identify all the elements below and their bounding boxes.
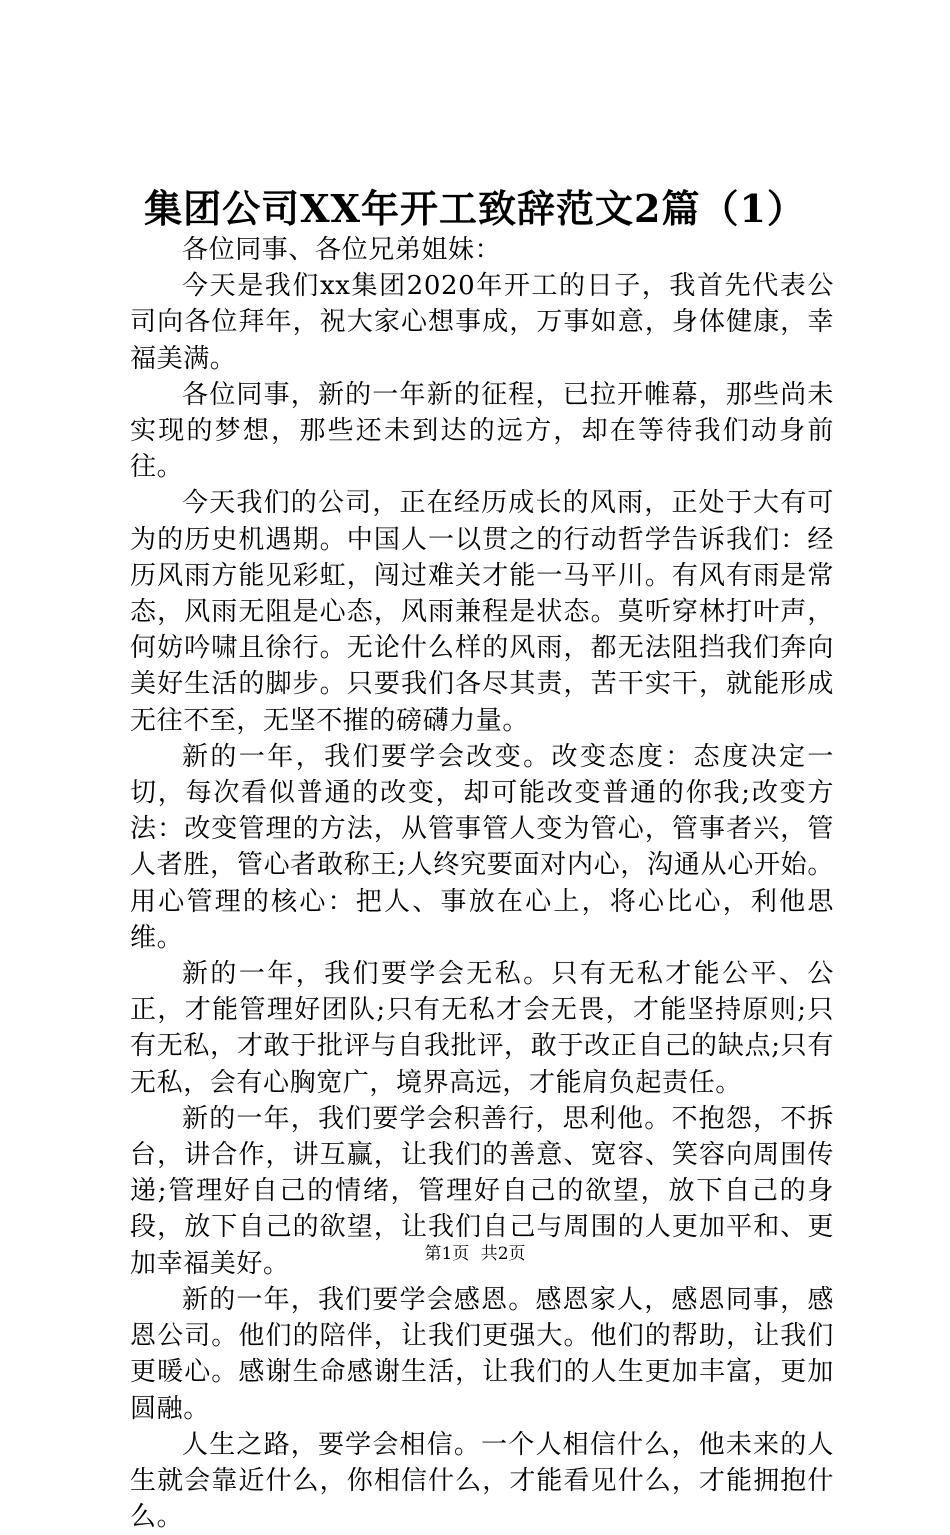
- paragraph: 新的一年，我们要学会无私。只有无私才能公平、公正，才能管理好团队;只有无私才会无畏，才能坚持原则;只有无私，才敢于批评与自我批评，敢于改正自己的缺点;只有无私，会有心胸宽广，境界高远，才能肩负起责任。: [130, 959, 834, 1098]
- paragraph: 人生之路，要学会相信。一个人相信什么，他未来的人生就会靠近什么，你相信什么，才能看见什么，才能拥抱什么。: [130, 1429, 834, 1533]
- document-body: [130, 232, 834, 1535]
- paragraph-greeting: 各位同事、各位兄弟姐妹：: [182, 235, 502, 265]
- paragraph: 新的一年，我们要学会感恩。感恩家人，感恩同事，感恩公司。他们的陪伴，让我们更强大。他们的帮助，让我们更暖心。感谢生命感谢生活，让我们的人生更加丰富，更加圆融。: [130, 1284, 834, 1424]
- page-number: 第1页: [424, 1244, 470, 1264]
- paragraph: 新的一年，我们要学会改变。改变态度：态度决定一切，每次看似普通的改变，却可能改变普通的你我;改变方法：改变管理的方法，从管事管人变为管心，管事者兴，管人者胜，管心者敢称王;人终究要面对内心，沟通从心开始。用心管理的核心：把人、事放在心上，将心比心，利他思维。: [130, 741, 834, 953]
- paragraph: 今天我们的公司，正在经历成长的风雨，正处于大有可为的历史机遇期。中国人一以贯之的行动哲学告诉我们：经历风雨方能见彩虹，闯过难关才能一马平川。有风有雨是常态，风雨无阻是心态，风雨兼程是状态。莫听穿林打叶声，何妨吟啸且徐行。无论什么样的风雨，都无法阻挡我们奔向美好生活的脚步。只要我们各尽其责，苦干实干，就能形成无往不至，无坚不摧的磅礴力量。: [130, 488, 834, 736]
- paragraph: 今天是我们xx集团2020年开工的日子，我首先代表公司向各位拜年，祝大家心想事成，万事如意，身体健康，幸福美满。: [130, 271, 834, 374]
- page-footer: [0, 1242, 950, 1266]
- page-total: 共2页: [480, 1244, 526, 1264]
- document-title: 集团公司XX年开工致辞范文2篇（1）: [144, 186, 806, 231]
- paragraph: 各位同事，新的一年新的征程，已拉开帷幕，那些尚未实现的梦想，那些还未到达的远方，却在等待我们动身前往。: [130, 379, 834, 483]
- paragraph: 新的一年，我们要学会积善行，思利他。不抱怨，不拆台，讲合作，讲互赢，让我们的善意、宽容、笑容向周围传递;管理好自己的情绪，管理好自己的欲望，放下自己的身段，放下自己的欲望，让我们自己与周围的人更加平和、更加幸福美好。: [130, 1103, 834, 1279]
